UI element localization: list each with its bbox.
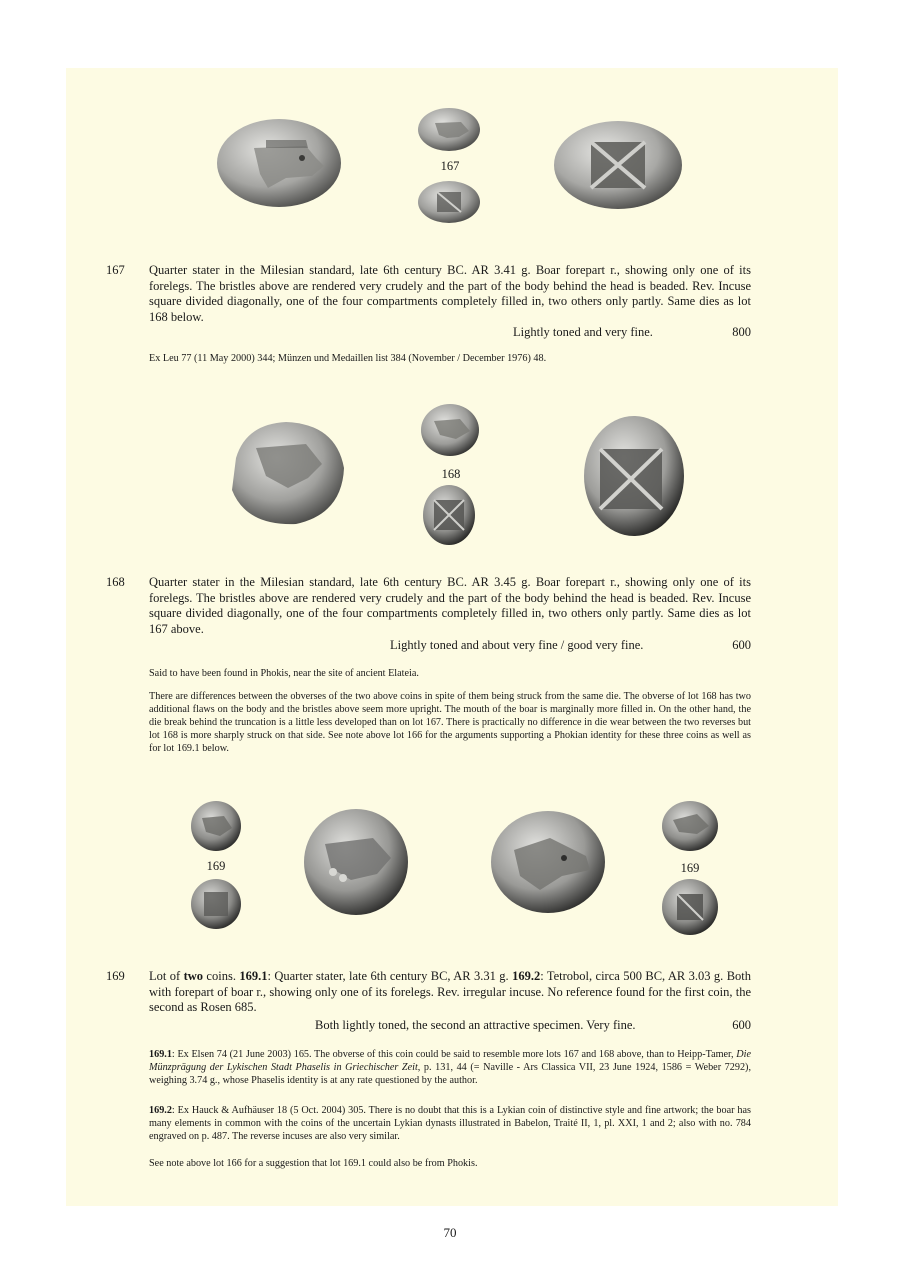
lot-number-168: 168 <box>106 575 125 589</box>
coin-168-reverse-large <box>582 415 686 537</box>
coin-169-2-obverse-small <box>661 800 719 852</box>
lot-description-168: Quarter stater in the Milesian standard, late 6th century BC. AR 3.45 g. Boar forepart r., showing only one of its forelegs. The bristles above are rendered very crudely and the part of the body behind the head is beaded. Rev. Incuse square divided diagonally, one of the four compartments completely filled in, two others only partly. Same dies as lot 167 above. <box>149 575 751 636</box>
findspot-note-168: Said to have been found in Phokis, near the site of ancient Elateia. <box>149 668 419 679</box>
lot-description-167: Quarter stater in the Milesian standard, late 6th century BC. AR 3.41 g. Boar forepart r., showing only one of its forelegs. The bristles above are rendered very crudely and the part of the body behind the head is beaded. Rev. Incuse square divided diagonally, one of the four compartments completely filled in, two others only partly. Same dies as lot 168 below. <box>149 263 751 324</box>
die-comparison-note-168: There are differences between the obverses of the two above coins in spite of them being struck from the same die. The obverse of lot 168 has two additional flaws on the body and the bristles above seem more upright. The mouth of the boar is marginally more filled in. On the other hand, the die break behind the truncation is a little less developed than on lot 167. There is practically no difference in die wear between the two reverses but lot 168 is more sharply struck on that side. See note above lot 166 for the arguments supporting a Phokian identity for these three coins as well as for lot 169.1 below. <box>149 691 751 754</box>
price-169: 600 <box>732 1018 751 1032</box>
price-167: 800 <box>732 325 751 339</box>
provenance-note-167: Ex Leu 77 (11 May 2000) 344; Münzen und Medaillen list 384 (November / December 1976) 48. <box>149 353 547 364</box>
coin-label-168: 168 <box>441 467 461 481</box>
lot-number-167: 167 <box>106 263 125 277</box>
coin-167-obverse-small <box>417 107 481 152</box>
coin-169-2-obverse-large <box>490 810 606 914</box>
estimate-row-167 <box>149 325 751 341</box>
price-168: 600 <box>732 638 751 652</box>
coin-167-reverse-large <box>553 120 683 210</box>
coin-167-obverse-large <box>216 118 342 208</box>
estimate-row-168 <box>149 638 751 654</box>
coin-169-1-obverse-large <box>303 808 409 916</box>
coin-168-reverse-small <box>422 484 476 546</box>
grade-168: Lightly toned and about very fine / good very fine. <box>390 638 644 652</box>
coin-168-obverse-small <box>420 403 480 457</box>
phokis-note-169: See note above lot 166 for a suggestion that lot 169.1 could also be from Phokis. <box>149 1158 478 1169</box>
grade-169: Both lightly toned, the second an attractive specimen. Very fine. <box>315 1018 636 1032</box>
estimate-row-169 <box>149 1018 751 1034</box>
coin-169-2-reverse-small <box>661 878 719 936</box>
coin-168-obverse-large <box>226 418 348 528</box>
page-number: 70 <box>443 1225 457 1240</box>
coin-label-169-right: 169 <box>680 861 700 875</box>
catalogue-panel <box>66 68 838 1206</box>
lot-description-169: Lot of two coins. 169.1: Quarter stater, late 6th century BC, AR 3.31 g. 169.2: Tetrobol, circa 500 BC, AR 3.03 g. Both with forepart of boar r., showing only one of its forelegs. Rev. irregular incuse. No reference found for the first coin, the second as Rosen 685. <box>149 969 752 1014</box>
lot-number-169: 169 <box>106 969 125 983</box>
reference-note-169-1: 169.1: Ex Elsen 74 (21 June 2003) 165. The obverse of this coin could be said to resemble more lots 167 and 168 above, than to Heipp-Tamer, Die Münzprägung der Lykischen Stadt Phaselis in Griechischer Zeit, p. 131, 44 (= Naville - Ars Classica VII, 23 June 1924, 1586 = Weber 7292), weighing 3.74 g., whose Phaselis identity is at any rate questioned by the author. <box>149 1049 752 1086</box>
coin-label-167: 167 <box>440 159 460 173</box>
coin-label-169-left: 169 <box>206 859 226 873</box>
coin-169-1-obverse-small <box>190 800 242 852</box>
coin-169-1-reverse-small <box>190 878 242 930</box>
reference-note-169-2: 169.2: Ex Hauck & Aufhäuser 18 (5 Oct. 2004) 305. There is no doubt that this is a Lykian coin of distinctive style and fine artwork; the boar has many elements in common with the coins of the uncertain Lykian dynasts illustrated in Babelon, Traité II, 1, pl. XXI, 1 and 2; also with no. 784 engraved on p. 487. The reverse incuses are also very similar. <box>149 1105 751 1142</box>
grade-167: Lightly toned and very fine. <box>513 325 653 339</box>
coin-167-reverse-small <box>417 180 481 224</box>
